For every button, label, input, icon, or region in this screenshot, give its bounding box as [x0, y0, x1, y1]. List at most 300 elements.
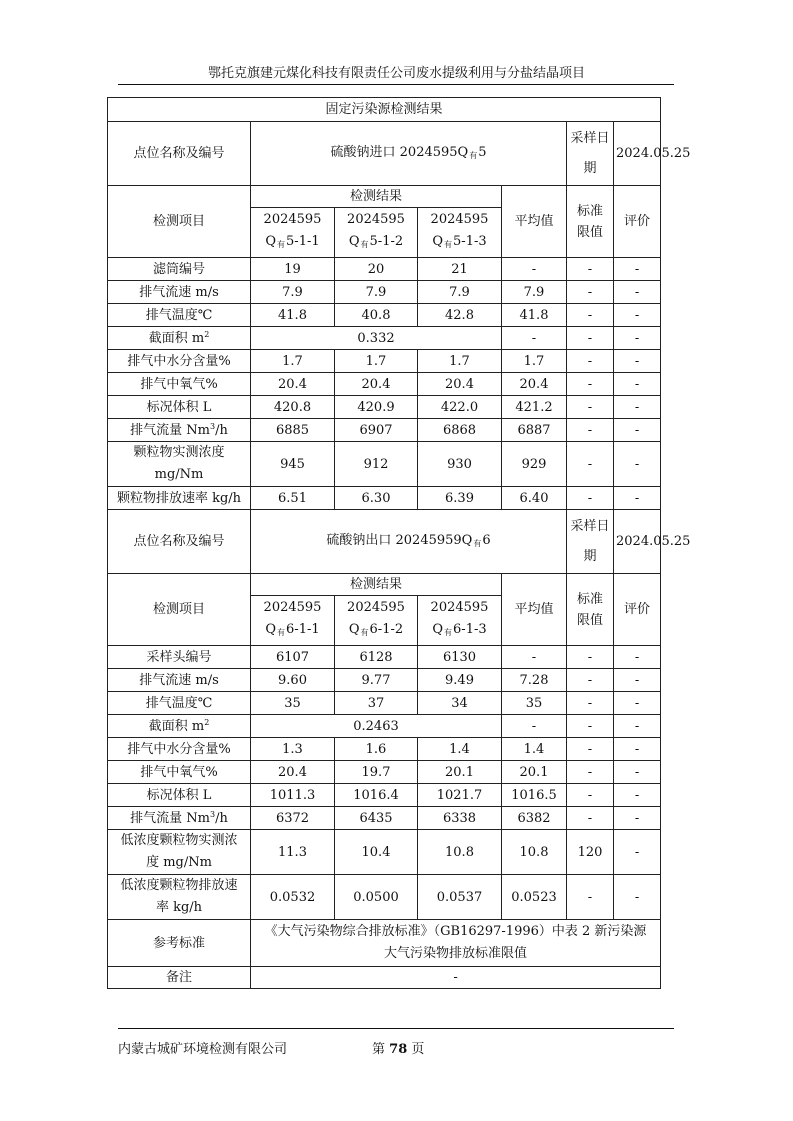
value-v1: 6885	[275, 422, 310, 438]
row-label: 排气流速 m/s	[139, 284, 219, 300]
value-v2: 19.7	[361, 764, 391, 780]
avg-cell	[502, 807, 567, 830]
avg-cell	[502, 327, 567, 350]
value-cell	[251, 692, 335, 715]
eval-value: -	[634, 399, 640, 415]
sample-id-subscript: 有	[444, 628, 453, 637]
point-id-cell	[251, 122, 567, 186]
value-v2: 10.4	[361, 844, 391, 860]
footer-divider	[118, 1028, 674, 1029]
value-cell	[335, 419, 418, 442]
item-header: 检测项目	[152, 602, 205, 617]
sample-id-top: 2024595	[430, 600, 489, 615]
value-cell	[418, 487, 502, 510]
row-label-cell	[108, 373, 251, 396]
value-cell	[335, 442, 418, 487]
sample-date-label-bottom: 期	[583, 548, 597, 564]
eval-value: -	[634, 764, 640, 780]
sample-id-bottom	[337, 231, 415, 256]
point-id-prefix: 硫酸钠进口 2024595Q	[330, 144, 469, 160]
row-label: 滤筒编号	[152, 261, 205, 277]
avg-cell	[502, 761, 567, 784]
value-cell	[418, 442, 502, 487]
sample-id-q: Q	[348, 622, 360, 637]
value-v2: 6435	[359, 810, 393, 826]
avg-value: 6382	[517, 810, 551, 826]
value-cell	[418, 646, 502, 669]
value-v3: 20.1	[445, 764, 474, 780]
avg-cell	[502, 784, 567, 807]
avg-cell	[502, 692, 567, 715]
data-row	[108, 327, 661, 350]
eval-cell	[614, 373, 661, 396]
std-cell	[567, 487, 614, 510]
value-cell	[251, 258, 335, 281]
avg-cell	[502, 715, 567, 738]
data-row	[108, 715, 661, 738]
row-label-unit: /h	[215, 422, 228, 438]
row-label-cell	[108, 807, 251, 830]
value-v2: 1.6	[365, 741, 387, 757]
value-v2: 20.4	[361, 376, 391, 392]
value-v2: 9.77	[361, 672, 391, 688]
value-v3: 1.4	[449, 741, 470, 757]
avg-value: 6.40	[519, 490, 549, 506]
avg-header: 平均值	[514, 602, 554, 617]
avg-value: 421.2	[515, 399, 553, 415]
reference-label: 参考标准	[152, 935, 205, 951]
value-cell	[335, 784, 418, 807]
sample-id-bottom	[337, 619, 415, 644]
merged-value-cell	[251, 327, 502, 350]
row-label: 排气流量 Nm	[130, 422, 210, 438]
value-cell	[251, 875, 335, 920]
reference-label-cell	[108, 920, 251, 967]
sample-date-label-cell	[567, 122, 614, 186]
value-v3: 34	[451, 695, 468, 711]
sample-id-top: 2024595	[430, 212, 489, 227]
row-label: 颗粒物排放速率 kg/h	[116, 490, 242, 506]
row-label-cell	[108, 875, 251, 920]
value-cell	[335, 646, 418, 669]
row-label-cell	[108, 715, 251, 738]
item-header-cell	[108, 186, 251, 258]
avg-value: 10.8	[519, 844, 549, 860]
std-cell	[567, 396, 614, 419]
std-value: -	[587, 649, 593, 665]
table-title: 固定污染源检测结果	[325, 102, 443, 117]
value-v1: 11.3	[278, 844, 307, 860]
eval-cell	[614, 258, 661, 281]
header-row	[108, 186, 661, 208]
sample-id-top: 2024595	[347, 600, 405, 615]
value-v2: 37	[367, 695, 385, 711]
eval-cell	[614, 738, 661, 761]
row-label-cell	[108, 692, 251, 715]
std-header-top: 标准	[576, 203, 603, 219]
value-cell	[251, 738, 335, 761]
sample-id-suffix: 6-1-1	[286, 622, 320, 637]
row-label: 排气温度℃	[145, 695, 213, 711]
value-v2: 20	[367, 261, 385, 277]
eval-cell	[614, 350, 661, 373]
sample-id-bottom	[420, 231, 499, 256]
eval-cell	[614, 281, 661, 304]
result-header-cell	[251, 574, 502, 596]
std-cell	[567, 807, 614, 830]
eval-header-cell	[614, 186, 661, 258]
avg-cell	[502, 304, 567, 327]
eval-value: -	[634, 307, 640, 323]
std-cell	[567, 419, 614, 442]
row-label-cell	[108, 761, 251, 784]
eval-value: -	[634, 376, 640, 392]
avg-value: -	[531, 330, 537, 346]
data-row	[108, 761, 661, 784]
reference-text-cell	[251, 920, 661, 967]
value-v1: 20.4	[278, 764, 307, 780]
value-v3: 1.7	[449, 353, 470, 369]
avg-value: 20.4	[519, 376, 549, 392]
point-label-cell	[108, 122, 251, 186]
value-v1: 35	[284, 695, 301, 711]
sample-id-q: Q	[265, 622, 277, 637]
avg-cell	[502, 281, 567, 304]
row-label-unit: /h	[215, 810, 228, 826]
value-cell	[418, 396, 502, 419]
row-label: 低浓度颗粒物排放速	[120, 878, 238, 893]
row-label-cell	[108, 419, 251, 442]
eval-cell	[614, 761, 661, 784]
std-cell	[567, 327, 614, 350]
row-label-cell	[108, 830, 251, 875]
value-v2: 1016.4	[353, 787, 399, 803]
std-value: -	[587, 490, 593, 506]
std-value: -	[587, 889, 593, 905]
std-value: -	[587, 399, 593, 415]
value-cell	[335, 258, 418, 281]
row-label: 标况体积 L	[146, 787, 212, 803]
sample-id-suffix: 5-1-2	[369, 234, 404, 249]
value-cell	[251, 373, 335, 396]
eval-value: -	[634, 353, 640, 369]
std-cell	[567, 738, 614, 761]
eval-cell	[614, 327, 661, 350]
data-row	[108, 738, 661, 761]
avg-value: 35	[525, 695, 543, 711]
value-cell	[418, 281, 502, 304]
avg-value: 6887	[517, 422, 551, 438]
row-label: 标况体积 L	[146, 399, 212, 415]
avg-cell	[502, 830, 567, 875]
data-row	[108, 646, 661, 669]
value-v1: 6372	[275, 810, 310, 826]
page-prefix: 第	[372, 1042, 386, 1057]
eval-value: -	[634, 456, 640, 472]
avg-value: 41.8	[519, 307, 549, 323]
value-cell	[335, 807, 418, 830]
std-value: -	[587, 261, 593, 277]
eval-header-cell	[614, 574, 661, 646]
avg-header-cell	[502, 574, 567, 646]
value-cell	[418, 419, 502, 442]
row-label-superscript: 3	[209, 809, 216, 819]
eval-cell	[614, 692, 661, 715]
value-v3: 20.4	[445, 376, 474, 392]
data-row	[108, 304, 661, 327]
eval-value: -	[634, 261, 640, 277]
point-id-cell	[251, 510, 567, 574]
value-v1: 9.60	[278, 672, 307, 688]
row-label-cell	[108, 350, 251, 373]
std-cell	[567, 258, 614, 281]
value-cell	[251, 487, 335, 510]
row-label: 排气温度℃	[145, 307, 213, 323]
value-v3: 42.8	[445, 307, 474, 323]
value-v2: 6128	[359, 649, 393, 665]
sample-date-value-cell	[614, 510, 691, 574]
std-value: -	[587, 456, 593, 472]
value-cell	[335, 875, 418, 920]
sample-id-q: Q	[432, 622, 444, 637]
value-cell	[335, 738, 418, 761]
value-cell	[418, 761, 502, 784]
value-v1: 0.0532	[269, 889, 316, 905]
eval-value: -	[634, 889, 640, 905]
avg-value: 929	[521, 456, 547, 472]
eval-value: -	[634, 284, 640, 300]
value-v3: 6338	[442, 810, 477, 826]
sample-id-cell	[251, 596, 335, 646]
avg-cell	[502, 875, 567, 920]
value-cell	[418, 350, 502, 373]
row-label-cell	[108, 487, 251, 510]
avg-value: 0.0523	[511, 889, 557, 905]
row-label: 低浓度颗粒物实测浓	[120, 833, 238, 848]
data-row	[108, 807, 661, 830]
point-row	[108, 122, 661, 186]
sample-id-subscript: 有	[360, 240, 369, 249]
value-cell	[251, 396, 335, 419]
eval-value: -	[634, 422, 640, 438]
sample-id-bottom	[253, 619, 332, 644]
data-row	[108, 373, 661, 396]
value-v1: 1.3	[282, 741, 303, 757]
std-value: -	[587, 787, 593, 803]
value-v3: 422.0	[440, 399, 479, 415]
result-header: 检测结果	[349, 577, 402, 592]
eval-cell	[614, 442, 661, 487]
remark-row	[108, 967, 661, 989]
value-v3: 930	[447, 456, 472, 472]
title-row	[108, 98, 661, 122]
merged-value: 0.2463	[353, 718, 399, 734]
value-v2: 912	[363, 456, 389, 472]
value-cell	[251, 646, 335, 669]
eval-cell	[614, 304, 661, 327]
value-cell	[418, 807, 502, 830]
std-header-top: 标准	[576, 591, 603, 607]
sample-id-bottom	[420, 619, 499, 644]
row-label-line2: 率 kg/h	[155, 900, 203, 915]
row-label-superscript: 3	[209, 421, 216, 431]
value-cell	[418, 784, 502, 807]
value-cell	[335, 281, 418, 304]
merged-value-cell	[251, 715, 502, 738]
value-cell	[418, 692, 502, 715]
value-cell	[335, 373, 418, 396]
sample-id-subscript: 有	[277, 240, 286, 249]
avg-value: 1.7	[523, 353, 545, 369]
merged-value: 0.332	[357, 330, 395, 346]
std-header-bottom: 限值	[576, 224, 603, 240]
avg-header: 平均值	[514, 214, 554, 229]
std-header-bottom: 限值	[576, 612, 603, 628]
avg-value: 7.28	[519, 672, 549, 688]
std-value: -	[587, 422, 593, 438]
value-v3: 1021.7	[436, 787, 483, 803]
value-cell	[418, 258, 502, 281]
eval-cell	[614, 830, 661, 875]
avg-cell	[502, 373, 567, 396]
row-label-cell	[108, 738, 251, 761]
data-row	[108, 350, 661, 373]
sample-id-suffix: 6-1-3	[453, 622, 487, 637]
std-header-cell	[567, 186, 614, 258]
point-row	[108, 510, 661, 574]
eval-value: -	[634, 787, 640, 803]
row-label: 颗粒物实测浓度	[133, 445, 225, 460]
header-row	[108, 574, 661, 596]
sample-date-value: 2024.05.25	[616, 534, 691, 549]
value-v3: 6868	[442, 422, 477, 438]
sample-id-cell	[335, 596, 418, 646]
value-v3: 6.39	[445, 490, 474, 506]
sample-id-suffix: 6-1-2	[369, 622, 404, 637]
value-cell	[418, 669, 502, 692]
eval-cell	[614, 396, 661, 419]
std-cell	[567, 875, 614, 920]
point-id-prefix: 硫酸钠出口 20245959Q	[326, 532, 473, 548]
row-label-cell	[108, 669, 251, 692]
data-row	[108, 258, 661, 281]
row-label: 采样头编号	[146, 649, 212, 665]
row-label-line2: mg/Nm	[154, 467, 204, 482]
avg-cell	[502, 396, 567, 419]
std-cell	[567, 669, 614, 692]
sample-id-cell	[335, 208, 418, 258]
item-header-cell	[108, 574, 251, 646]
std-header-cell	[567, 574, 614, 646]
value-v1: 6107	[275, 649, 310, 665]
value-v2: 40.8	[361, 307, 391, 323]
data-row	[108, 396, 661, 419]
value-v3: 0.0537	[436, 889, 483, 905]
row-label: 排气中氧气%	[140, 376, 218, 392]
eval-cell	[614, 715, 661, 738]
page-number: 78	[389, 1042, 408, 1057]
value-cell	[335, 396, 418, 419]
remark-value: -	[453, 970, 458, 985]
sample-id-cell	[418, 596, 502, 646]
std-cell	[567, 784, 614, 807]
row-label-cell	[108, 646, 251, 669]
std-value: -	[587, 718, 593, 734]
eval-cell	[614, 807, 661, 830]
value-cell	[251, 784, 335, 807]
std-value: -	[587, 376, 593, 392]
std-value: 120	[577, 844, 603, 860]
point-label: 点位名称及编号	[133, 534, 225, 549]
avg-cell	[502, 350, 567, 373]
sample-date-label-top: 采样日	[570, 130, 610, 146]
avg-cell	[502, 258, 567, 281]
sample-date-label-top: 采样日	[570, 518, 610, 534]
value-cell	[418, 830, 502, 875]
result-header: 检测结果	[349, 189, 402, 204]
value-v1: 420.8	[273, 399, 312, 415]
data-row	[108, 442, 661, 487]
std-cell	[567, 350, 614, 373]
row-label: 排气流量 Nm	[130, 810, 210, 826]
footer-page-number	[372, 1038, 424, 1057]
document-header-title: 鄂托克旗建元煤化科技有限责任公司废水提级利用与分盐结晶项目	[207, 66, 585, 81]
std-cell	[567, 281, 614, 304]
eval-value: -	[634, 490, 640, 506]
avg-cell	[502, 669, 567, 692]
reference-row	[108, 920, 661, 967]
sample-id-suffix: 5-1-3	[453, 234, 487, 249]
row-label: 排气流速 m/s	[139, 672, 219, 688]
sample-id-q: Q	[265, 234, 277, 249]
eval-value: -	[634, 672, 640, 688]
sample-id-top: 2024595	[347, 212, 405, 227]
value-v1: 19	[284, 261, 301, 277]
sample-date-label-bottom: 期	[583, 160, 597, 176]
row-label: 截面积 m	[148, 330, 205, 346]
std-cell	[567, 304, 614, 327]
value-v3: 10.8	[445, 844, 474, 860]
value-v3: 6130	[442, 649, 477, 665]
value-cell	[418, 875, 502, 920]
value-v1: 1011.3	[269, 787, 316, 803]
value-cell	[251, 442, 335, 487]
value-cell	[251, 281, 335, 304]
sample-id-cell	[418, 208, 502, 258]
data-row	[108, 487, 661, 510]
avg-cell	[502, 442, 567, 487]
eval-cell	[614, 419, 661, 442]
value-cell	[335, 350, 418, 373]
sample-id-suffix: 5-1-1	[286, 234, 320, 249]
value-cell	[335, 692, 418, 715]
sample-id-q: Q	[432, 234, 444, 249]
avg-value: 1016.5	[511, 787, 557, 803]
row-label: 截面积 m	[148, 718, 205, 734]
eval-header: 评价	[624, 602, 651, 617]
avg-cell	[502, 419, 567, 442]
eval-cell	[614, 875, 661, 920]
value-cell	[418, 304, 502, 327]
value-cell	[335, 761, 418, 784]
avg-value: -	[531, 261, 537, 277]
row-label: 排气中氧气%	[140, 764, 218, 780]
value-v1: 1.7	[282, 353, 303, 369]
footer-company: 内蒙古城矿环境检测有限公司	[118, 1042, 288, 1057]
eval-header: 评价	[624, 214, 651, 229]
eval-cell	[614, 784, 661, 807]
data-row	[108, 281, 661, 304]
